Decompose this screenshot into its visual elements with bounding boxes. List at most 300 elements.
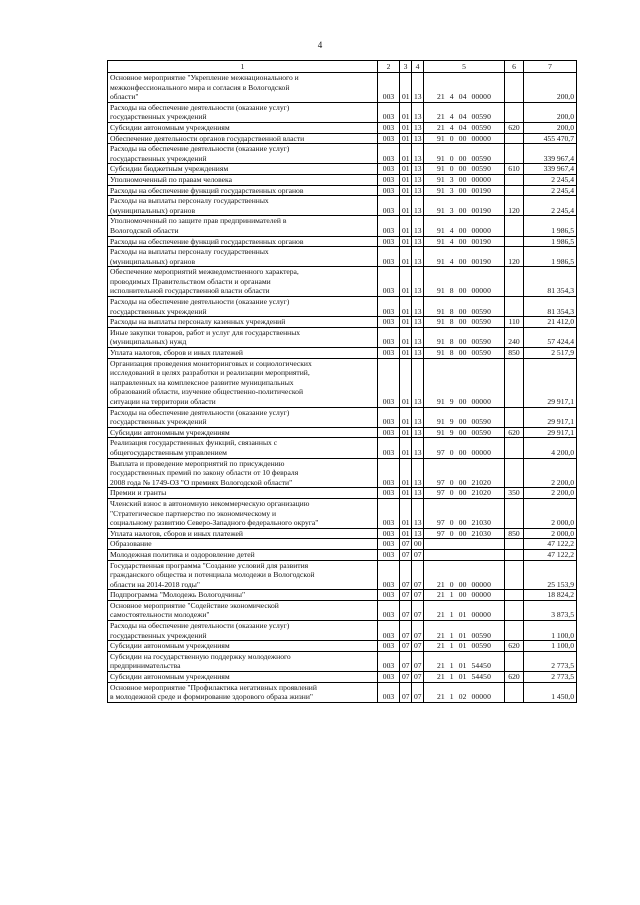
expense-type-cell <box>505 458 524 488</box>
item-name-cell <box>108 122 378 133</box>
item-name-cell <box>108 236 378 247</box>
item-name-cell <box>108 641 378 652</box>
table-row <box>108 102 577 122</box>
ministry-code-cell: 003 <box>378 549 400 560</box>
table-row <box>108 528 577 539</box>
subsection-code-cell: 13 <box>412 236 424 247</box>
item-name-cell <box>108 348 378 359</box>
item-name-cell <box>108 488 378 499</box>
program-code-cell: 21 1 00 00000 <box>424 590 505 601</box>
item-name-line: Субсидии автономным учреждениям <box>110 641 230 651</box>
subsection-code-cell: 13 <box>412 144 424 164</box>
expense-type-cell: 620 <box>505 427 524 438</box>
header-row <box>108 61 577 73</box>
subsection-code-cell: 07 <box>412 682 424 702</box>
item-name-cell <box>108 621 378 641</box>
ministry-code-cell: 003 <box>378 358 400 407</box>
section-code-cell: 07 <box>400 560 412 590</box>
expense-type-cell <box>505 590 524 601</box>
amount-cell: 200,0 <box>524 73 577 103</box>
expense-type-cell: 110 <box>505 317 524 328</box>
item-name-cell <box>108 560 378 590</box>
table-row <box>108 358 577 407</box>
amount-cell: 2 245,4 <box>524 174 577 185</box>
item-name-line: Расходы на обеспечение функций государственных органов <box>110 236 304 246</box>
item-name-line: Субсидии бюджетным учреждениям <box>110 164 229 174</box>
amount-cell: 29 917,1 <box>524 407 577 427</box>
section-code-cell: 01 <box>400 327 412 347</box>
subsection-code-cell: 13 <box>412 407 424 427</box>
item-name-cell <box>108 539 378 550</box>
program-code-cell: 21 1 01 54450 <box>424 672 505 683</box>
column-header: 2 <box>378 61 400 73</box>
section-code-cell: 01 <box>400 488 412 499</box>
subsection-code-cell: 07 <box>412 672 424 683</box>
item-name-cell <box>108 600 378 620</box>
ministry-code-cell: 003 <box>378 247 400 267</box>
section-code-cell: 01 <box>400 427 412 438</box>
item-name-cell <box>108 144 378 164</box>
ministry-code-cell: 003 <box>378 102 400 122</box>
amount-cell: 2 245,4 <box>524 185 577 196</box>
column-header: 6 <box>505 61 524 73</box>
expense-type-cell <box>505 549 524 560</box>
amount-cell: 455 470,7 <box>524 133 577 144</box>
item-name-line: Расходы на обеспечение деятельности (оказание услуг) <box>110 621 290 631</box>
subsection-code-cell: 13 <box>412 358 424 407</box>
amount-cell: 2 000,0 <box>524 498 577 528</box>
item-name-line: ситуации на территории области <box>110 397 216 406</box>
program-code-cell: 91 3 00 00190 <box>424 185 505 196</box>
table-row <box>108 164 577 175</box>
subsection-code-cell: 13 <box>412 438 424 458</box>
ministry-code-cell: 003 <box>378 498 400 528</box>
ministry-code-cell: 003 <box>378 458 400 488</box>
subsection-code-cell: 07 <box>412 621 424 641</box>
amount-cell: 29 917,1 <box>524 358 577 407</box>
program-code-cell: 21 1 01 00000 <box>424 600 505 620</box>
amount-cell: 1 986,5 <box>524 236 577 247</box>
item-name-cell <box>108 651 378 671</box>
item-name-line: самостоятельности молодежи" <box>110 610 210 620</box>
item-name-line: образований области, изучение общественно-политической <box>110 387 304 397</box>
amount-cell: 2 773,5 <box>524 651 577 671</box>
ministry-code-cell: 003 <box>378 174 400 185</box>
item-name-cell <box>108 267 378 297</box>
expense-type-cell <box>505 267 524 297</box>
item-name-cell <box>108 185 378 196</box>
section-code-cell: 01 <box>400 122 412 133</box>
program-code-cell: 91 9 00 00590 <box>424 427 505 438</box>
program-code-cell: 21 4 04 00590 <box>424 102 505 122</box>
expense-type-cell <box>505 498 524 528</box>
item-name-cell <box>108 590 378 601</box>
program-code-cell: 91 3 00 00000 <box>424 174 505 185</box>
amount-cell: 2 517,9 <box>524 348 577 359</box>
expense-type-cell <box>505 600 524 620</box>
program-code-cell: 91 4 00 00190 <box>424 236 505 247</box>
item-name-line: проводимых Правительством области и органами <box>110 276 271 286</box>
section-code-cell: 07 <box>400 682 412 702</box>
expense-type-cell <box>505 407 524 427</box>
table-row <box>108 216 577 236</box>
section-code-cell: 01 <box>400 196 412 216</box>
expense-type-cell: 620 <box>505 641 524 652</box>
program-code-cell: 97 0 00 00000 <box>424 438 505 458</box>
table-row <box>108 458 577 488</box>
amount-cell: 2 200,0 <box>524 488 577 499</box>
column-header: 4 <box>412 61 424 73</box>
item-name-line: Уплата налогов, сборов и иных платежей <box>110 528 243 538</box>
item-name-cell <box>108 327 378 347</box>
ministry-code-cell: 003 <box>378 216 400 236</box>
table-row <box>108 549 577 560</box>
amount-cell: 1 986,5 <box>524 216 577 236</box>
subsection-code-cell: 13 <box>412 185 424 196</box>
item-name-line: (муниципальных) органов <box>110 205 196 215</box>
expense-type-cell: 120 <box>505 196 524 216</box>
item-name-line: Уполномоченный по защите прав предпринимателей в <box>110 216 287 226</box>
program-code-cell: 21 1 01 00590 <box>424 641 505 652</box>
expense-type-cell <box>505 682 524 702</box>
item-name-line: исследований в целях разработки и реализации мероприятий, <box>110 368 310 378</box>
expense-type-cell <box>505 651 524 671</box>
expense-type-cell: 240 <box>505 327 524 347</box>
amount-cell: 47 122,2 <box>524 539 577 550</box>
budget-table <box>107 60 577 703</box>
ministry-code-cell: 003 <box>378 641 400 652</box>
program-code-cell: 91 0 00 00590 <box>424 144 505 164</box>
item-name-cell <box>108 458 378 488</box>
column-header: 3 <box>400 61 412 73</box>
program-code-cell: 97 0 00 21030 <box>424 498 505 528</box>
table-row <box>108 498 577 528</box>
item-name-line: Премии и гранты <box>110 488 167 498</box>
item-name-line: Расходы на обеспечение функций государственных органов <box>110 185 304 195</box>
expense-type-cell <box>505 297 524 317</box>
expense-type-cell <box>505 144 524 164</box>
item-name-line: в молодежной среде и формирование здорового образа жизни" <box>110 692 314 702</box>
item-name-cell <box>108 407 378 427</box>
item-name-line: области на 2014-2018 годы" <box>110 579 200 589</box>
subsection-code-cell: 13 <box>412 102 424 122</box>
ministry-code-cell: 003 <box>378 427 400 438</box>
subsection-code-cell: 07 <box>412 600 424 620</box>
subsection-code-cell: 13 <box>412 122 424 133</box>
table-row <box>108 488 577 499</box>
item-name-cell <box>108 672 378 683</box>
amount-cell: 3 873,5 <box>524 600 577 620</box>
program-code-cell <box>424 549 505 560</box>
amount-cell: 2 245,4 <box>524 196 577 216</box>
subsection-code-cell: 13 <box>412 427 424 438</box>
subsection-code-cell: 13 <box>412 247 424 267</box>
item-name-line: Субсидии на государственную поддержку молодежного <box>110 651 291 661</box>
program-code-cell: 91 8 00 00590 <box>424 317 505 328</box>
ministry-code-cell: 003 <box>378 236 400 247</box>
program-code-cell: 91 4 00 00000 <box>424 216 505 236</box>
ministry-code-cell: 003 <box>378 682 400 702</box>
expense-type-cell <box>505 73 524 103</box>
subsection-code-cell: 13 <box>412 196 424 216</box>
item-name-cell <box>108 438 378 458</box>
expense-type-cell <box>505 133 524 144</box>
table-row <box>108 122 577 133</box>
subsection-code-cell: 13 <box>412 73 424 103</box>
item-name-line: области" <box>110 92 139 102</box>
section-code-cell: 01 <box>400 438 412 458</box>
expense-type-cell <box>505 216 524 236</box>
table-row <box>108 600 577 620</box>
program-code-cell: 97 0 00 21030 <box>424 528 505 539</box>
item-name-cell <box>108 358 378 407</box>
subsection-code-cell: 13 <box>412 174 424 185</box>
item-name-line: Реализация государственных функций, связанных с <box>110 438 278 448</box>
expense-type-cell: 620 <box>505 672 524 683</box>
subsection-code-cell: 13 <box>412 327 424 347</box>
table-row <box>108 539 577 550</box>
table-row <box>108 560 577 590</box>
item-name-cell <box>108 102 378 122</box>
subsection-code-cell: 13 <box>412 317 424 328</box>
item-name-cell <box>108 174 378 185</box>
section-code-cell: 01 <box>400 498 412 528</box>
item-name-line: межконфессионального мира и согласия в Вологодской <box>110 82 290 92</box>
expense-type-cell: 850 <box>505 528 524 539</box>
item-name-line: государственных учреждений <box>110 153 207 163</box>
ministry-code-cell: 003 <box>378 600 400 620</box>
ministry-code-cell: 003 <box>378 528 400 539</box>
item-name-cell <box>108 528 378 539</box>
ministry-code-cell: 003 <box>378 327 400 347</box>
item-name-cell <box>108 133 378 144</box>
item-name-line: исполнительной государственной власти области <box>110 286 270 296</box>
amount-cell: 2 000,0 <box>524 528 577 539</box>
item-name-line: Обеспечение деятельности органов государственной власти <box>110 133 305 143</box>
ministry-code-cell: 003 <box>378 185 400 196</box>
item-name-line: (муниципальных) органов <box>110 256 196 266</box>
item-name-line: Расходы на обеспечение деятельности (оказание услуг) <box>110 297 290 307</box>
section-code-cell: 07 <box>400 621 412 641</box>
subsection-code-cell: 13 <box>412 458 424 488</box>
program-code-cell: 91 0 00 00590 <box>424 164 505 175</box>
ministry-code-cell: 003 <box>378 348 400 359</box>
table-row <box>108 185 577 196</box>
item-name-cell <box>108 317 378 328</box>
table-row <box>108 317 577 328</box>
subsection-code-cell: 13 <box>412 133 424 144</box>
subsection-code-cell: 13 <box>412 498 424 528</box>
amount-cell: 81 354,3 <box>524 267 577 297</box>
section-code-cell: 01 <box>400 236 412 247</box>
amount-cell: 1 450,0 <box>524 682 577 702</box>
item-name-line: Образование <box>110 539 152 549</box>
item-name-line: Расходы на выплаты персоналу государственных <box>110 247 269 257</box>
item-name-line: Уплата налогов, сборов и иных платежей <box>110 348 243 358</box>
item-name-cell <box>108 498 378 528</box>
column-header: 5 <box>424 61 505 73</box>
table-row <box>108 590 577 601</box>
item-name-line: Субсидии автономным учреждениям <box>110 672 230 682</box>
program-code-cell: 21 1 01 54450 <box>424 651 505 671</box>
section-code-cell: 01 <box>400 73 412 103</box>
table-row <box>108 144 577 164</box>
item-name-line: Субсидии автономным учреждениям <box>110 427 230 437</box>
amount-cell: 47 122,2 <box>524 549 577 560</box>
item-name-line: Расходы на выплаты персоналу казенных учреждений <box>110 317 286 327</box>
section-code-cell: 01 <box>400 297 412 317</box>
column-header: 1 <box>108 61 378 73</box>
program-code-cell: 91 9 00 00590 <box>424 407 505 427</box>
subsection-code-cell: 13 <box>412 488 424 499</box>
section-code-cell: 01 <box>400 164 412 175</box>
table-row <box>108 641 577 652</box>
item-name-cell <box>108 73 378 103</box>
amount-cell: 1 986,5 <box>524 247 577 267</box>
subsection-code-cell: 13 <box>412 297 424 317</box>
item-name-line: направленных на комплексное развитие муниципальных <box>110 377 294 387</box>
expense-type-cell: 850 <box>505 348 524 359</box>
section-code-cell: 01 <box>400 267 412 297</box>
section-code-cell: 01 <box>400 216 412 236</box>
subsection-code-cell: 00 <box>412 539 424 550</box>
table-row <box>108 267 577 297</box>
column-header: 7 <box>524 61 577 73</box>
section-code-cell: 01 <box>400 102 412 122</box>
item-name-line: Основное мероприятие "Содействие экономической <box>110 600 279 610</box>
expense-type-cell: 610 <box>505 164 524 175</box>
section-code-cell: 07 <box>400 590 412 601</box>
amount-cell: 29 917,1 <box>524 427 577 438</box>
table-row <box>108 133 577 144</box>
amount-cell: 25 153,9 <box>524 560 577 590</box>
item-name-cell <box>108 297 378 317</box>
ministry-code-cell: 003 <box>378 539 400 550</box>
table-row <box>108 247 577 267</box>
page-number: 4 <box>317 40 323 50</box>
item-name-line: Уполномоченный по правам человека <box>110 174 232 184</box>
table-row <box>108 236 577 247</box>
subsection-code-cell: 07 <box>412 651 424 671</box>
item-name-cell <box>108 549 378 560</box>
section-code-cell: 01 <box>400 185 412 196</box>
subsection-code-cell: 13 <box>412 528 424 539</box>
amount-cell: 1 100,0 <box>524 641 577 652</box>
item-name-line: (муниципальных) нужд <box>110 337 187 347</box>
item-name-line: государственных премий по закону области от 10 февраля <box>110 468 299 478</box>
subsection-code-cell: 13 <box>412 348 424 359</box>
amount-cell: 21 412,0 <box>524 317 577 328</box>
table-row <box>108 682 577 702</box>
expense-type-cell <box>505 438 524 458</box>
ministry-code-cell: 003 <box>378 621 400 641</box>
program-code-cell: 21 4 04 00000 <box>424 73 505 103</box>
program-code-cell: 91 8 00 00000 <box>424 267 505 297</box>
program-code-cell: 21 4 04 00590 <box>424 122 505 133</box>
ministry-code-cell: 003 <box>378 672 400 683</box>
expense-type-cell <box>505 185 524 196</box>
item-name-cell <box>108 164 378 175</box>
section-code-cell: 07 <box>400 539 412 550</box>
item-name-line: Расходы на выплаты персоналу государственных <box>110 196 269 206</box>
item-name-line: Вологодской области <box>110 225 179 235</box>
table-row <box>108 407 577 427</box>
table-row <box>108 196 577 216</box>
program-code-cell: 97 0 00 21020 <box>424 458 505 488</box>
item-name-line: Подпрограмма "Молодежь Вологодчины" <box>110 590 246 600</box>
subsection-code-cell: 07 <box>412 641 424 652</box>
table-row <box>108 327 577 347</box>
table-row <box>108 651 577 671</box>
item-name-line: Расходы на обеспечение деятельности (оказание услуг) <box>110 144 290 154</box>
program-code-cell: 91 3 00 00190 <box>424 196 505 216</box>
ministry-code-cell: 003 <box>378 267 400 297</box>
program-code-cell: 21 0 00 00000 <box>424 560 505 590</box>
ministry-code-cell: 003 <box>378 122 400 133</box>
expense-type-cell: 120 <box>505 247 524 267</box>
item-name-line: Расходы на обеспечение деятельности (оказание услуг) <box>110 407 290 417</box>
table-row <box>108 672 577 683</box>
item-name-line: государственных учреждений <box>110 306 207 316</box>
expense-type-cell: 350 <box>505 488 524 499</box>
program-code-cell <box>424 539 505 550</box>
item-name-line: гражданского общества и потенциала молодежи в Вологодской <box>110 570 315 580</box>
amount-cell: 339 967,4 <box>524 144 577 164</box>
section-code-cell: 01 <box>400 317 412 328</box>
program-code-cell: 91 0 00 00000 <box>424 133 505 144</box>
program-code-cell: 91 4 00 00190 <box>424 247 505 267</box>
expense-type-cell <box>505 236 524 247</box>
section-code-cell: 07 <box>400 600 412 620</box>
section-code-cell: 01 <box>400 174 412 185</box>
item-name-cell <box>108 216 378 236</box>
section-code-cell: 01 <box>400 133 412 144</box>
item-name-line: "Стратегическое партнерство по экономическому и <box>110 508 277 518</box>
item-name-line: Членский взнос в автономную некоммерческую организацию <box>110 498 310 508</box>
expense-type-cell: 620 <box>505 122 524 133</box>
item-name-line: Расходы на обеспечение деятельности (оказание услуг) <box>110 102 290 112</box>
ministry-code-cell: 003 <box>378 164 400 175</box>
section-code-cell: 01 <box>400 458 412 488</box>
subsection-code-cell: 07 <box>412 549 424 560</box>
item-name-line: государственных учреждений <box>110 417 207 427</box>
expense-type-cell <box>505 621 524 641</box>
ministry-code-cell: 003 <box>378 196 400 216</box>
table-row <box>108 438 577 458</box>
item-name-cell <box>108 247 378 267</box>
item-name-line: общегосударственным управлением <box>110 447 227 457</box>
section-code-cell: 01 <box>400 144 412 164</box>
expense-type-cell <box>505 560 524 590</box>
table-row <box>108 73 577 103</box>
table-row <box>108 621 577 641</box>
item-name-line: Молодежная политика и оздоровление детей <box>110 549 255 559</box>
table-row <box>108 348 577 359</box>
ministry-code-cell: 003 <box>378 133 400 144</box>
expense-type-cell <box>505 358 524 407</box>
amount-cell: 2 773,5 <box>524 672 577 683</box>
amount-cell: 200,0 <box>524 122 577 133</box>
item-name-line: государственных учреждений <box>110 630 207 640</box>
amount-cell: 57 424,4 <box>524 327 577 347</box>
item-name-line: Иные закупки товаров, работ и услуг для государственных <box>110 327 301 337</box>
section-code-cell: 07 <box>400 549 412 560</box>
subsection-code-cell: 07 <box>412 560 424 590</box>
program-code-cell: 97 0 00 21020 <box>424 488 505 499</box>
item-name-line: Выплата и проведение мероприятий по присуждению <box>110 458 285 468</box>
item-name-line: Субсидии автономным учреждениям <box>110 122 230 132</box>
program-code-cell: 21 1 02 00000 <box>424 682 505 702</box>
